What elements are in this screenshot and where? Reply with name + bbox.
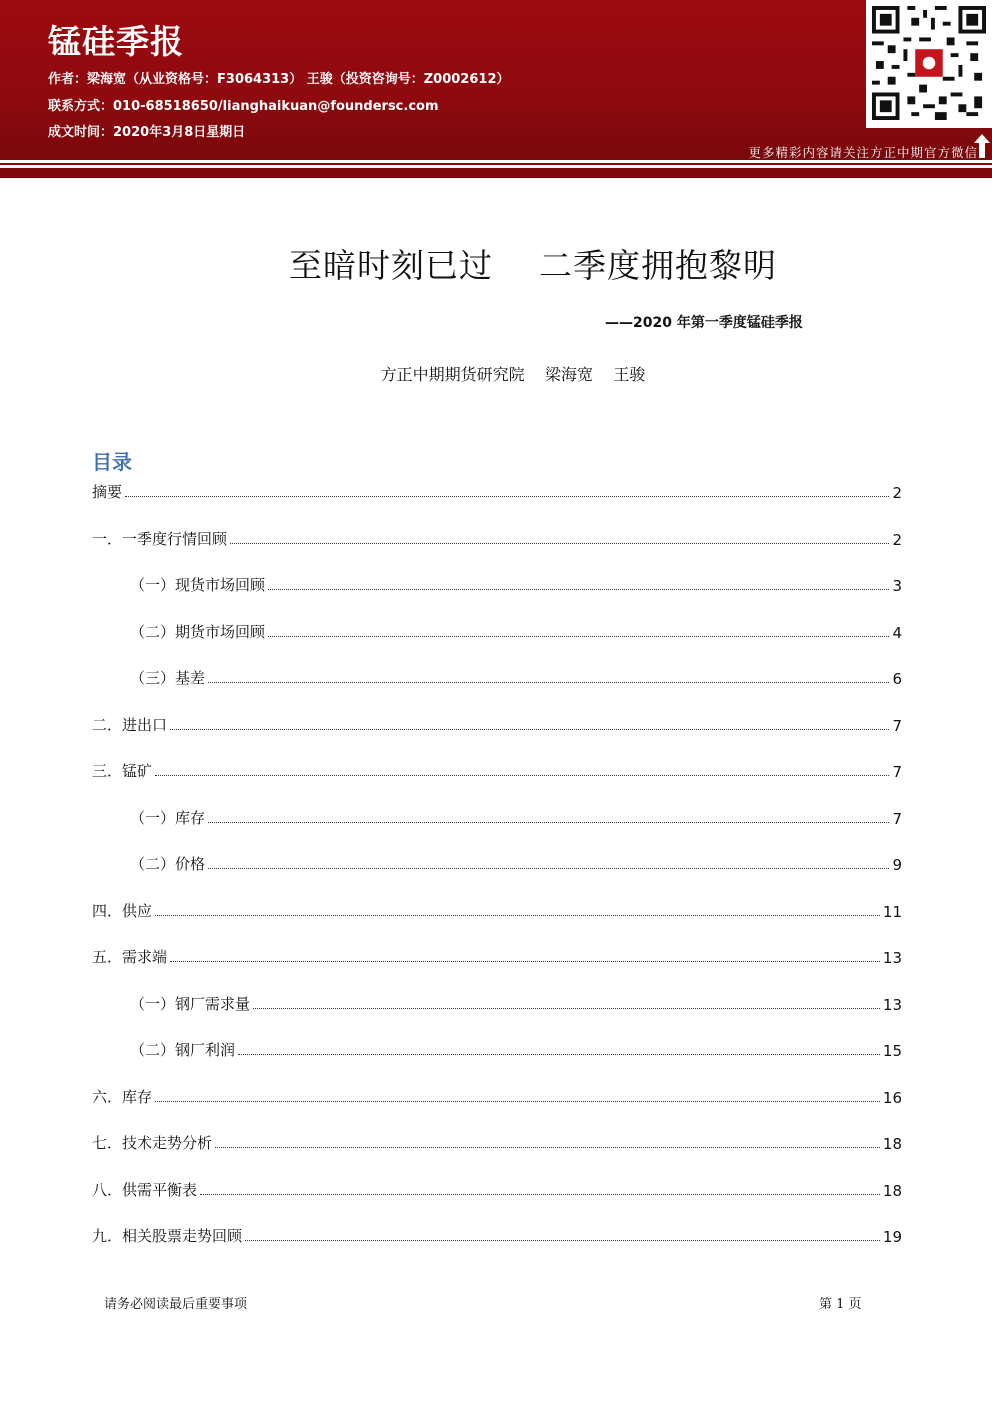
toc-entry-label: （一）库存 bbox=[130, 808, 206, 827]
toc-entry-label: 一．一季度行情回顾 bbox=[92, 529, 228, 548]
toc-entry-page: 7 bbox=[892, 763, 902, 781]
toc-heading: 目录 bbox=[92, 450, 132, 474]
toc-leader-dots bbox=[200, 1193, 880, 1195]
toc-entry-page: 18 bbox=[882, 1181, 902, 1200]
authors-label: 作者： bbox=[48, 72, 88, 87]
toc-entry[interactable] bbox=[92, 945, 902, 967]
toc-entry-page: 4 bbox=[892, 623, 902, 642]
toc-entry-label: 九．相关股票走势回顾 bbox=[92, 1227, 243, 1245]
toc-entry[interactable] bbox=[92, 1131, 902, 1153]
toc-entry[interactable] bbox=[92, 1085, 902, 1107]
toc-leader-dots bbox=[238, 1053, 880, 1055]
toc-entry-page: 15 bbox=[882, 1042, 902, 1060]
toc-entry-page: 9 bbox=[892, 856, 902, 874]
contact-line bbox=[48, 95, 439, 114]
toc-entry[interactable] bbox=[92, 713, 902, 735]
byline: 方正中期期货研究院 梁海宽 王骏 bbox=[380, 365, 646, 384]
toc-entry[interactable] bbox=[92, 620, 902, 642]
toc-entry-label: （二）钢厂利润 bbox=[130, 1041, 236, 1059]
qr-code bbox=[866, 0, 992, 128]
toc-entry-page: 16 bbox=[882, 1088, 902, 1107]
toc-leader-dots bbox=[230, 542, 889, 544]
toc-leader-dots bbox=[155, 1100, 880, 1102]
toc-leader-dots bbox=[253, 1007, 880, 1009]
toc-entry-page: 2 bbox=[892, 530, 902, 549]
toc-entry-label: （三）基差 bbox=[130, 669, 206, 687]
toc-entry[interactable] bbox=[92, 1224, 902, 1246]
date-line bbox=[48, 121, 245, 140]
wechat-note: 更多精彩内容请关注方正中期官方微信 bbox=[748, 145, 978, 160]
toc-leader-dots bbox=[268, 635, 889, 637]
toc-leader-dots bbox=[155, 914, 880, 916]
toc-entry-page: 3 bbox=[892, 577, 902, 595]
report-header bbox=[0, 0, 992, 160]
toc-entry[interactable] bbox=[92, 992, 902, 1014]
toc-entry[interactable] bbox=[92, 899, 902, 921]
toc-entry[interactable] bbox=[92, 666, 902, 688]
toc-entry-label: （一）钢厂需求量 bbox=[130, 994, 251, 1013]
contact-text: 010-68518650/lianghaikuan@foundersc.com bbox=[113, 99, 439, 114]
footer-page-number: 第 1 页 bbox=[819, 1297, 862, 1312]
toc-entry-label: 六．库存 bbox=[92, 1087, 153, 1106]
toc-entry-label: （一）现货市场回顾 bbox=[130, 576, 266, 594]
toc-leader-dots bbox=[208, 681, 889, 683]
toc-leader-dots bbox=[215, 1146, 880, 1148]
header-divider bbox=[0, 163, 992, 165]
toc-entry-label: 八．供需平衡表 bbox=[92, 1180, 198, 1199]
toc-leader-dots bbox=[170, 960, 880, 962]
toc-entry-page: 19 bbox=[882, 1228, 902, 1246]
toc-leader-dots bbox=[170, 728, 889, 730]
toc-leader-dots bbox=[268, 588, 889, 590]
toc-entry-page: 7 bbox=[892, 716, 902, 735]
report-title: 至暗时刻已过 二季度拥抱黎明 bbox=[289, 246, 777, 285]
toc-entry[interactable] bbox=[92, 759, 902, 781]
toc-entry-label: （二）价格 bbox=[130, 855, 206, 873]
toc-entry-label: （二）期货市场回顾 bbox=[130, 622, 266, 641]
toc-entry[interactable] bbox=[92, 806, 902, 828]
toc-entry[interactable] bbox=[92, 573, 902, 595]
toc-entry-label: 七．技术走势分析 bbox=[92, 1134, 213, 1152]
authors-text: 梁海宽（从业资格号：F3064313） 王骏（投资咨询号：Z0002612） bbox=[87, 72, 510, 87]
toc-entry-page: 11 bbox=[882, 902, 902, 921]
toc-entry-page: 2 bbox=[892, 484, 902, 502]
toc-entry[interactable] bbox=[92, 527, 902, 549]
date-text: 2020年3月8日星期日 bbox=[113, 125, 246, 140]
toc-entry-page: 6 bbox=[892, 670, 902, 688]
footer-notice: 请务必阅读最后重要事项 bbox=[104, 1297, 248, 1312]
toc-entry-page: 7 bbox=[892, 809, 902, 828]
toc-entry-page: 13 bbox=[882, 949, 902, 967]
toc-entry[interactable] bbox=[92, 1038, 902, 1060]
toc-entry-page: 13 bbox=[882, 995, 902, 1014]
date-label: 成文时间： bbox=[48, 125, 114, 140]
contact-label: 联系方式： bbox=[48, 99, 114, 114]
toc-entry-label: 四．供应 bbox=[92, 901, 153, 920]
toc-leader-dots bbox=[208, 821, 889, 823]
toc-leader-dots bbox=[208, 867, 889, 869]
toc-entry-page: 18 bbox=[882, 1135, 902, 1153]
toc-entry-label: 二．进出口 bbox=[92, 715, 168, 734]
toc-leader-dots bbox=[155, 774, 889, 776]
header-band bbox=[0, 168, 992, 178]
report-subtitle: ——2020 年第一季度锰硅季报 bbox=[605, 315, 803, 331]
toc-entry-label: 三．锰矿 bbox=[92, 762, 153, 780]
toc-entry[interactable] bbox=[92, 480, 902, 502]
toc-entry[interactable] bbox=[92, 852, 902, 874]
qr-code-icon bbox=[872, 4, 986, 122]
toc-leader-dots bbox=[125, 495, 889, 497]
report-name: 锰硅季报 bbox=[48, 22, 184, 61]
toc-entry[interactable] bbox=[92, 1178, 902, 1200]
toc-entry-label: 五．需求端 bbox=[92, 948, 168, 966]
toc-leader-dots bbox=[245, 1239, 880, 1241]
authors-line bbox=[48, 68, 509, 87]
toc-entry-label: 摘要 bbox=[92, 483, 123, 501]
